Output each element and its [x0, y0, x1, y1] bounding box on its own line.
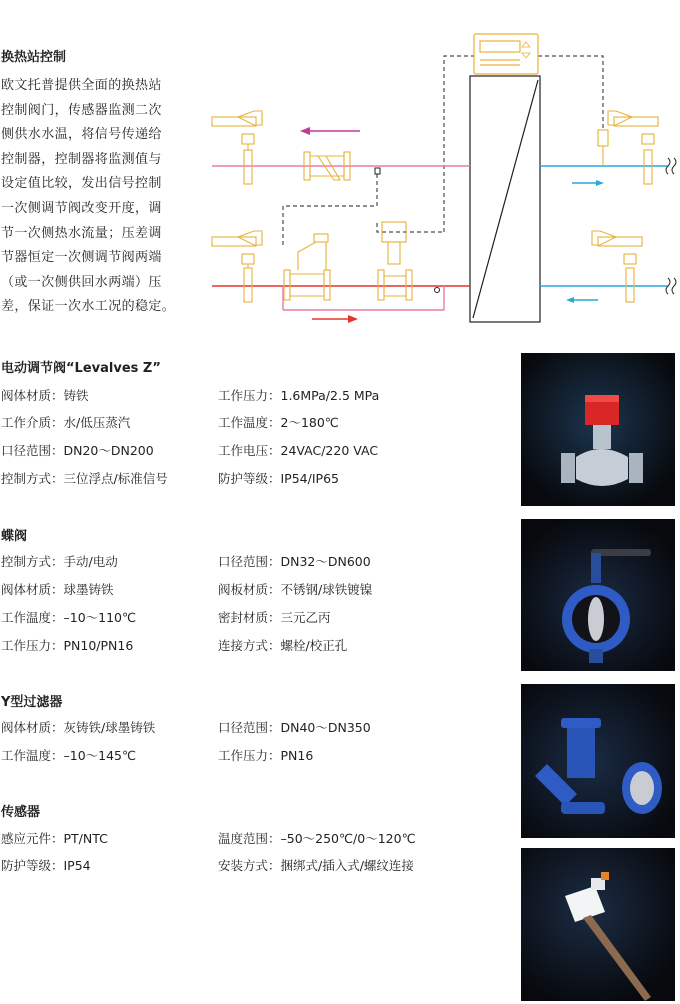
product-title: Y型过滤器	[1, 695, 63, 710]
spec-item: 防护等级：IP54/IP65	[218, 471, 339, 486]
sensor-photo	[521, 848, 675, 1001]
spec-item: 阀体材质：灰铸铁/球墨铸铁	[1, 720, 156, 735]
spec-item: 安装方式：捆绑式/插入式/螺纹连接	[218, 858, 414, 873]
intro-line: 侧供水水温，将信号传递给	[1, 127, 162, 143]
controller-icon	[474, 34, 538, 74]
intro-line: 差，保证一次水工况的稳定。	[1, 299, 176, 315]
pipework	[212, 166, 668, 310]
y-strainer-photo	[521, 684, 675, 838]
temperature-sensor-icon	[598, 130, 608, 166]
user-unit-icon	[592, 231, 642, 302]
spec-item: 口径范围：DN20～DN200	[1, 443, 154, 458]
spec-item: 阀板材质：不锈钢/球铁镀镍	[218, 582, 373, 597]
spec-item: 温度范围：–50～250℃/0～120℃	[218, 831, 416, 846]
intro-line: 控制器，控制器将监测值与	[1, 151, 162, 167]
intro-line: 控制阀门，传感器监测二次	[1, 102, 162, 118]
spec-item: 工作温度：–10～145℃	[1, 748, 137, 763]
spec-item: 工作压力：PN10/PN16	[1, 638, 134, 653]
spec-item: 工作温度：–10～110℃	[1, 610, 137, 625]
sensor-tap-icon	[375, 168, 380, 174]
section-title: 换热站控制	[1, 50, 67, 65]
pressure-tap-icon	[435, 288, 440, 293]
intro-text	[1, 74, 175, 320]
heat-station-schematic	[200, 25, 680, 335]
product-title: 蝶阀	[1, 529, 28, 544]
spec-item: 阀体材质：铸铁	[1, 388, 89, 403]
pipe-break-icon	[666, 158, 676, 294]
spec-item: 工作压力：1.6MPa/2.5 MPa	[218, 388, 380, 403]
motorized-valve-photo	[521, 353, 675, 506]
spec-item: 感应元件：PT/NTC	[1, 831, 108, 846]
spec-item: 工作压力：PN16	[218, 748, 314, 763]
product-title: 传感器	[1, 805, 41, 820]
differential-pressure-valve-icon	[284, 234, 330, 300]
flow-arrows	[300, 127, 604, 323]
user-unit-icon	[212, 231, 262, 302]
intro-line: 欧文托普提供全面的换热站	[1, 78, 162, 93]
intro-line: 设定值比较，发出信号控制	[1, 176, 162, 192]
control-wiring	[283, 56, 603, 246]
spec-item: 口径范围：DN40～DN350	[218, 720, 371, 735]
spec-item: 控制方式：三位浮点/标准信号	[1, 471, 168, 486]
spec-item: 口径范围：DN32～DN600	[218, 554, 371, 569]
intro-line: 节一次侧热水流量；压差调	[1, 225, 162, 241]
intro-line: （或一次侧供回水两端）压	[1, 274, 162, 290]
spec-item: 工作介质：水/低压蒸汽	[1, 415, 131, 430]
intro-line: 节器恒定一次侧调节阀两端	[1, 250, 162, 266]
spec-item: 密封材质：三元乙丙	[218, 610, 331, 625]
butterfly-valve-photo	[521, 519, 675, 671]
heat-exchanger-icon	[470, 76, 540, 322]
intro-line: 一次侧调节阀改变开度，调	[1, 200, 162, 216]
motorized-valve-icon	[378, 222, 412, 300]
spec-item: 控制方式：手动/电动	[1, 554, 118, 569]
spec-item: 连接方式：螺栓/校正孔	[218, 638, 348, 653]
user-unit-icon	[608, 111, 658, 184]
spec-item: 阀体材质：球墨铸铁	[1, 582, 114, 597]
spec-item: 工作电压：24VAC/220 VAC	[218, 443, 379, 458]
spec-item: 防护等级：IP54	[1, 858, 91, 873]
spec-item: 工作温度：2～180℃	[218, 415, 339, 430]
product-title: 电动调节阀“Levalves Z”	[1, 361, 161, 376]
user-unit-icon	[212, 111, 262, 184]
